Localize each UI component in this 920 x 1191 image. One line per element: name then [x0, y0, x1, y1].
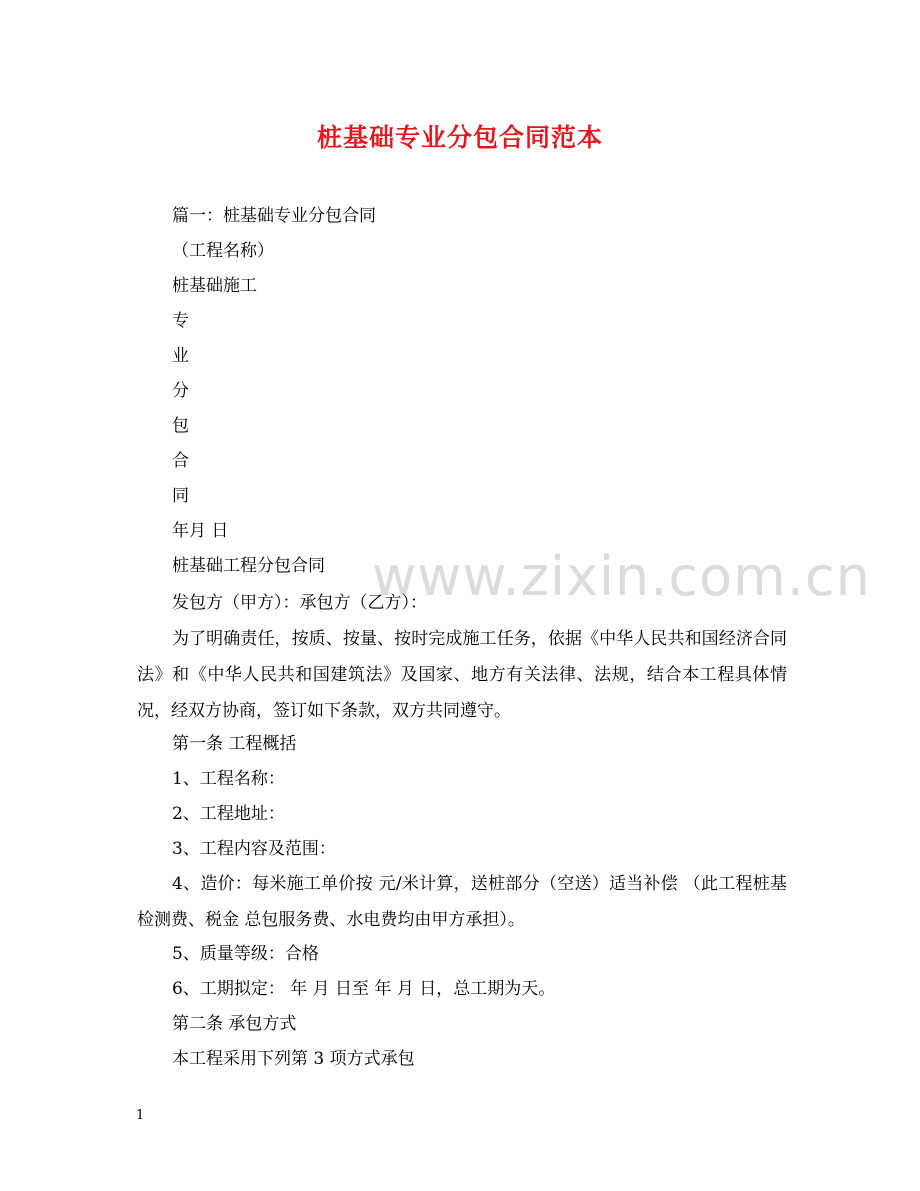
item-5: 5、质量等级：合格 — [172, 944, 319, 964]
vertical-char: 业 — [172, 346, 189, 366]
document-title: 桩基础专业分包合同范本 — [316, 123, 603, 152]
article-1-heading: 第一条 工程概括 — [172, 734, 297, 754]
vertical-char: 专 — [172, 311, 189, 331]
date-line: 年月 日 — [172, 521, 229, 541]
project-name-label: （工程名称） — [172, 241, 274, 261]
vertical-char: 分 — [172, 381, 189, 401]
page-number: 1 — [136, 1108, 145, 1123]
article-2-heading: 第二条 承包方式 — [172, 1014, 297, 1034]
item-3: 3、工程内容及范围： — [172, 839, 336, 859]
article-2-text: 本工程采用下列第 3 项方式承包 — [172, 1049, 415, 1069]
vertical-char: 同 — [172, 486, 189, 506]
vertical-char: 合 — [172, 451, 189, 471]
item-2: 2、工程地址： — [172, 804, 285, 824]
parties-line: 发包方（甲方）：承包方（乙方）： — [172, 593, 427, 613]
section-heading: 篇一：桩基础专业分包合同 — [172, 206, 376, 226]
vertical-title-line: 桩基础施工 — [172, 276, 257, 296]
item-6: 6、工期拟定： 年 月 日至 年 月 日，总工期为天。 — [172, 979, 556, 999]
item-4: 4、造价：每米施工单价按 元/米计算，送桩部分（空送）适当补偿 （此工程桩基检测费、税金 总包服务费、水电费均由甲方承担）。 — [137, 874, 787, 930]
item-1: 1、工程名称： — [172, 769, 285, 789]
intro-paragraph: 为了明确责任，按质、按量、按时完成施工任务，依据《中华人民共和国经济合同法》和《中华人民共和国建筑法》及国家、地方有关法律、法规，结合本工程具体情况，经双方协商，签订如下条款，双方共同遵守。 — [137, 629, 787, 721]
vertical-char: 包 — [172, 416, 189, 436]
contract-subtitle: 桩基础工程分包合同 — [172, 556, 325, 576]
watermark: www.zixin.com.cn — [372, 545, 871, 608]
